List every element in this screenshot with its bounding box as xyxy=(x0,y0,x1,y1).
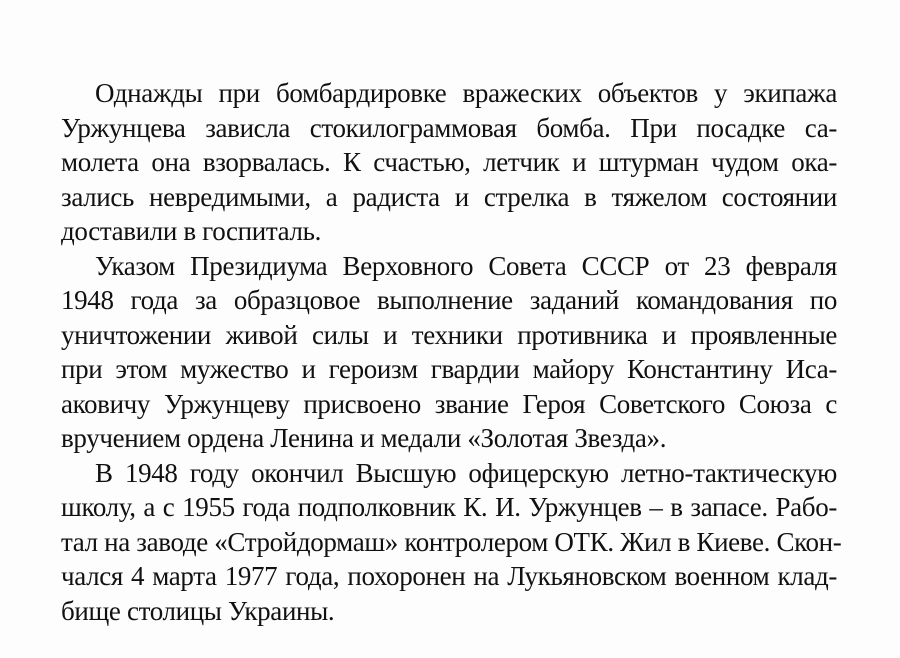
text-line: Указом Президиума Верховного Совета СССР от 23 февраля xyxy=(95,250,837,281)
text-line: бище столицы Украины. xyxy=(61,595,335,626)
paragraph-1 xyxy=(61,76,837,249)
text-line: В 1948 году окончил Высшую офицерскую летно-тактическую xyxy=(95,457,837,488)
text-line: тал на заводе «Стройдормаш» контролером ОТК. Жил в Киеве. Скон- xyxy=(61,526,842,557)
text-line: 1948 года за образцовое выполнение заданий командования по xyxy=(61,285,837,315)
body-text xyxy=(61,76,842,628)
text-line: школу, а с 1955 года подполковник К. И. Уржунцев – в запасе. Рабо- xyxy=(61,492,837,522)
text-line: зались невредимыми, а радиста и стрелка в тяжелом состоянии xyxy=(61,181,837,212)
text-line: аковичу Уржунцеву присвоено звание Героя Советского Союза с xyxy=(61,388,837,419)
text-line: доставили в госпиталь. xyxy=(61,216,322,246)
paragraph-3 xyxy=(61,456,842,629)
text-line: уничтожении живой силы и техники противника и проявленные xyxy=(61,319,837,350)
text-line: Однажды при бомбардировке вражеских объектов у экипажа xyxy=(95,78,837,108)
text-line: молета она взорвалась. К счастью, летчик и штурман чудом ока- xyxy=(61,147,837,177)
paragraph-2 xyxy=(61,249,837,456)
text-line: чался 4 марта 1977 года, похоронен на Лукьяновском военном клад- xyxy=(61,561,837,591)
text-line: при этом мужество и героизм гвардии майору Константину Иса- xyxy=(61,354,837,384)
text-line: вручением ордена Ленина и медали «Золотая Звезда». xyxy=(61,423,667,453)
text-line: Уржунцева зависла стокилограммовая бомба. При посадке са- xyxy=(61,112,837,143)
